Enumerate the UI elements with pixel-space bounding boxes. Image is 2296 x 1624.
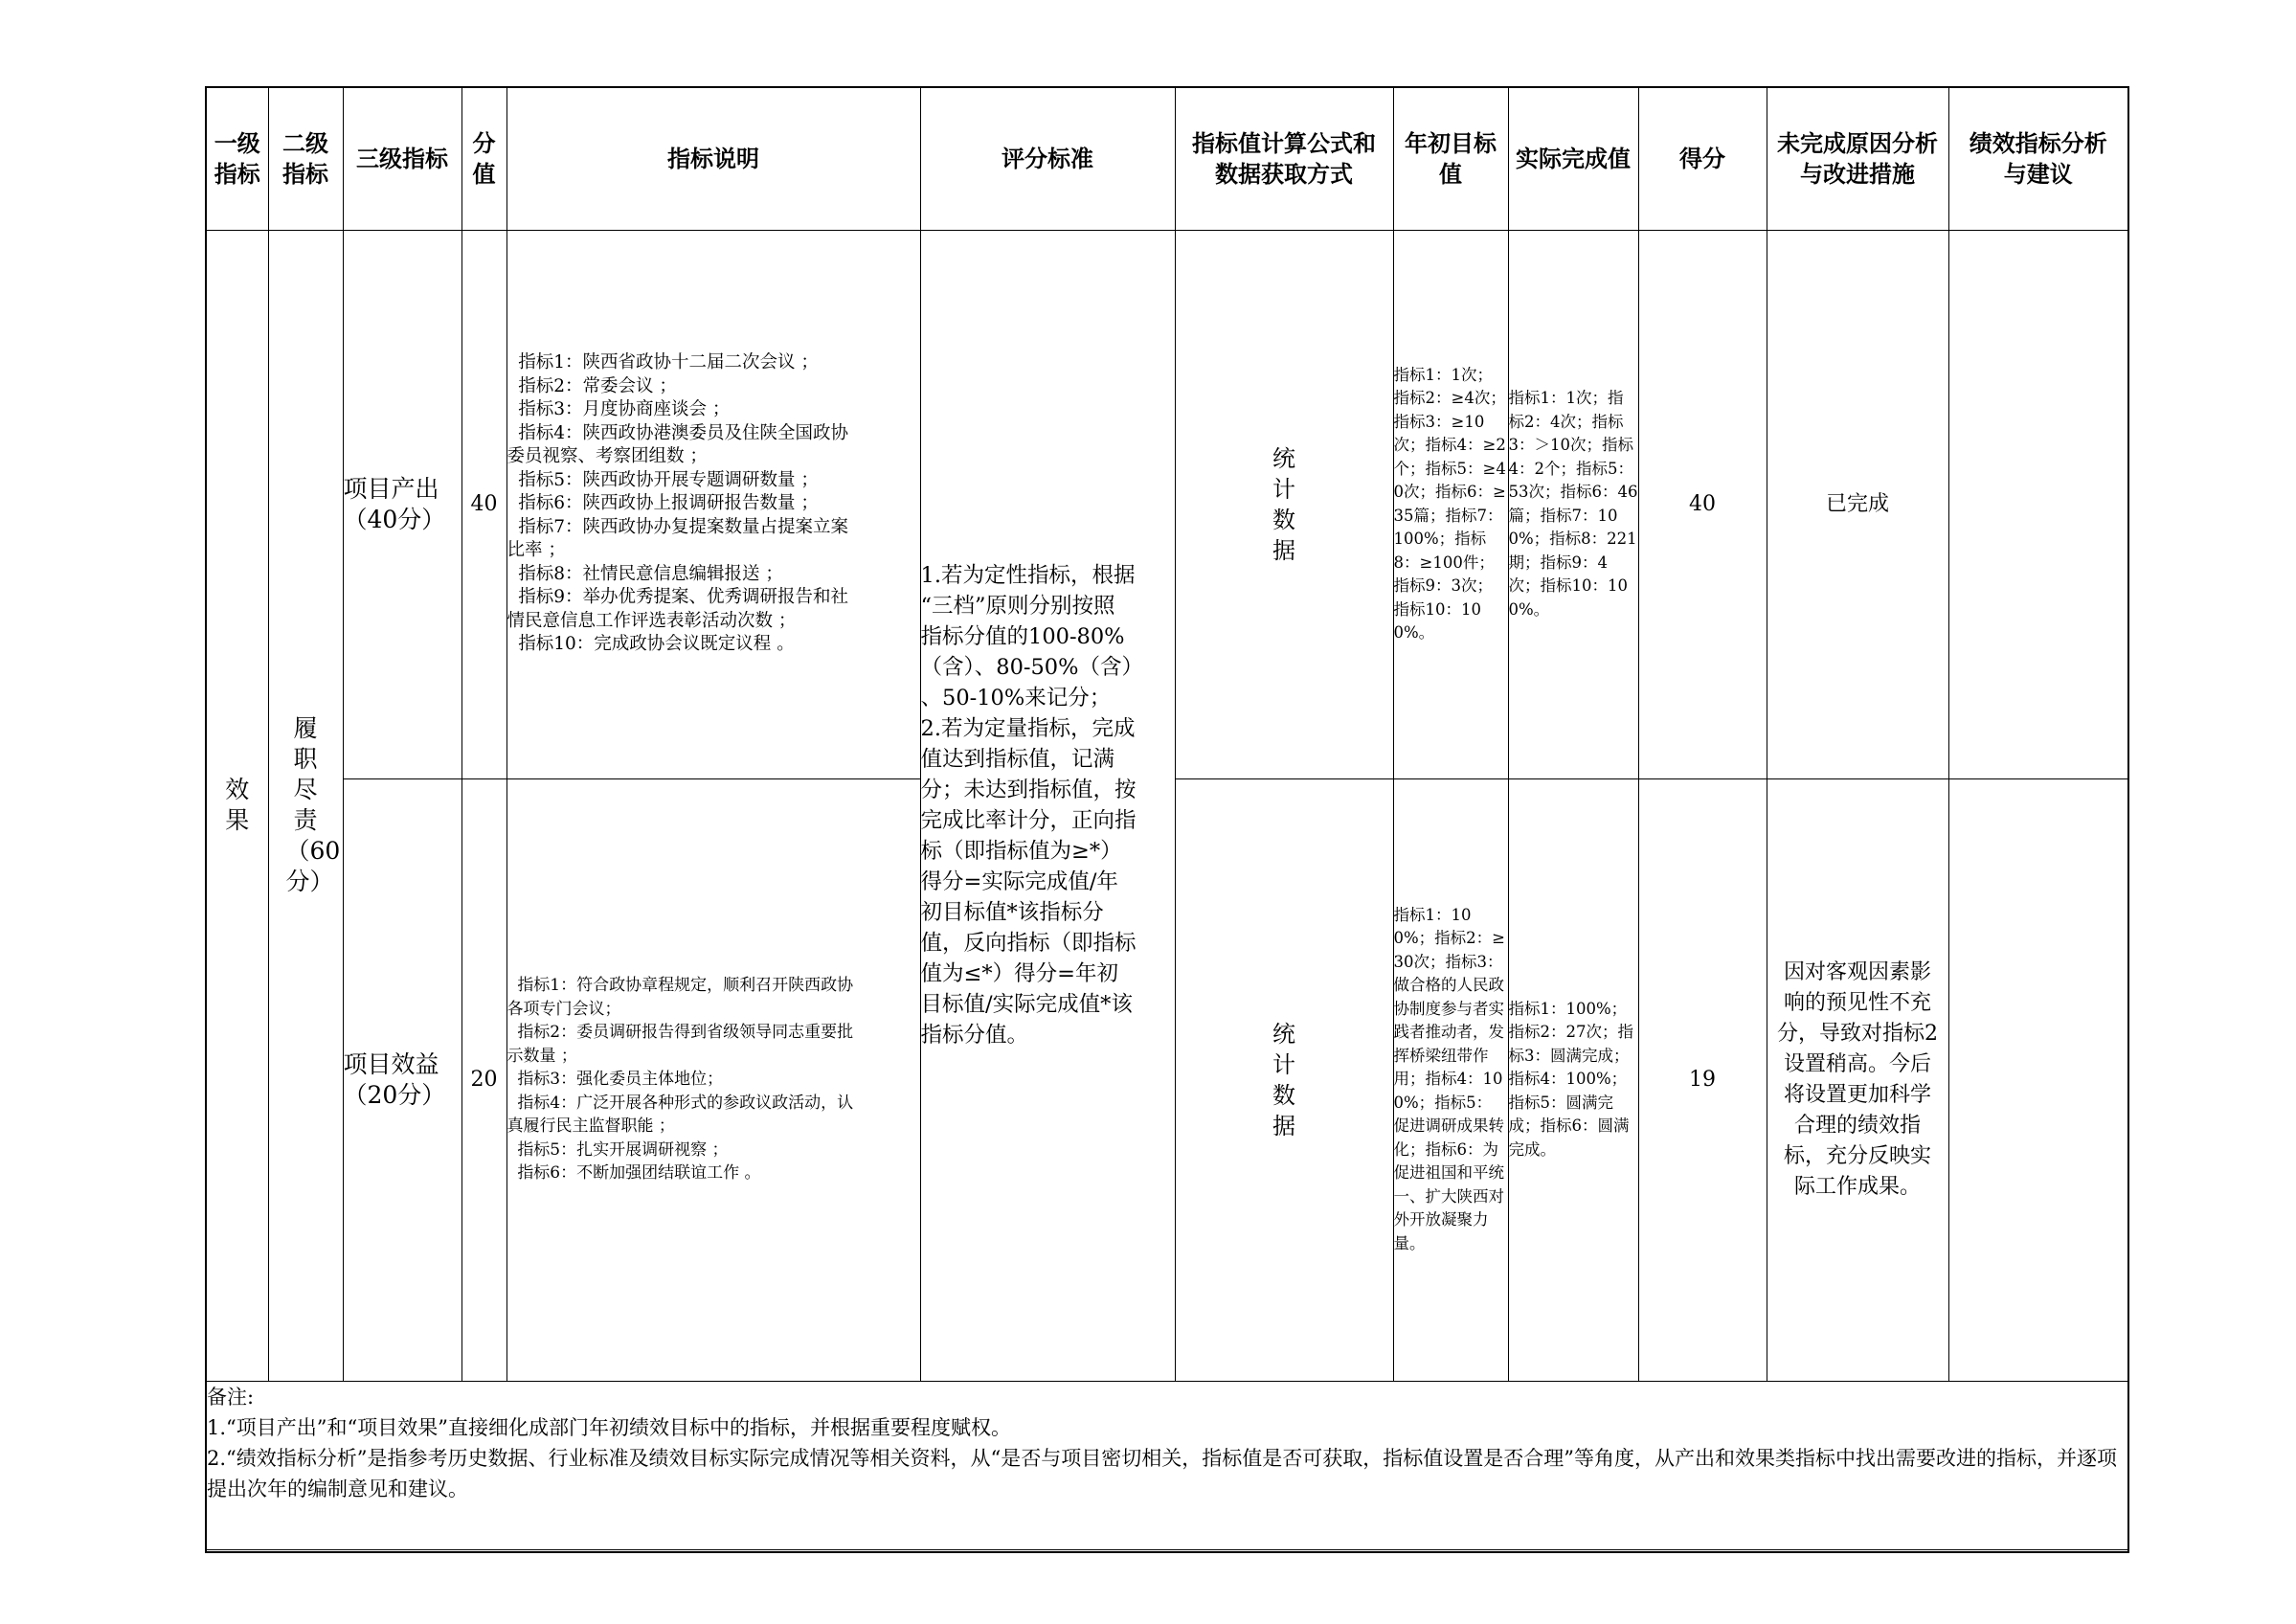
actual-benefit: 指标1：100%；指标2：27次；指标3：圆满完成；指标4：100%；指标5：圆满完成；指标6：圆满完成。 <box>1508 778 1638 1381</box>
header-level2: 二级指标 <box>268 88 343 230</box>
criteria-line: （含）、80-50%（含） <box>920 655 1143 680</box>
description-line: 指标6：陕西政协上报调研报告数量 ； <box>506 493 819 514</box>
description-line: 指标9：举办优秀提案、优秀调研报告和社 <box>506 587 849 608</box>
criteria-line: “三档”原则分别按照 <box>920 594 1115 619</box>
criteria-line: 初目标值*该指标分 <box>920 900 1104 925</box>
suggestion-benefit <box>1948 778 2127 1381</box>
header-row <box>207 88 2127 230</box>
header-score: 分值 <box>461 88 506 230</box>
criteria-line: 2.若为定量指标，完成 <box>920 716 1136 741</box>
notes-line-2: 2.“绩效指标分析”是指参考历史数据、行业标准及绩效目标实际完成情况等相关资料，从“是否与项目密切相关，指标值是否可获取，指标值设置是否合理”等角度，从产出和效果类指标中找出需要改进的指标，并逐项提出次年的编制意见和建议。 <box>207 1446 2117 1500</box>
description-line: 指标4：陕西政协港澳委员及住陕全国政协 <box>506 422 849 443</box>
criteria-line: 指标分值。 <box>920 1023 1029 1048</box>
level3-benefit: 项目效益（20分） <box>343 778 461 1381</box>
suggestion-output <box>1948 230 2127 778</box>
performance-table <box>207 88 2127 1550</box>
performance-sheet <box>205 86 2129 1553</box>
table-row <box>207 230 2127 778</box>
description-line: 指标1：陕西省政协十二届二次会议 ； <box>506 352 819 373</box>
header-formula: 指标值计算公式和数据获取方式 <box>1175 88 1393 230</box>
header-suggestion: 绩效指标分析与建议 <box>1948 88 2127 230</box>
criteria-line: 、50-10%来记分； <box>920 686 1112 710</box>
criteria-line: 值，反向指标（即指标 <box>920 931 1137 956</box>
reason-benefit: 因对客观因素影响的预见性不充分，导致对指标2设置稍高。今后将设置更加科学合理的绩效指标，充分反映实际工作成果。 <box>1767 778 1948 1381</box>
description-line: 指标10：完成政协会议既定议程 。 <box>506 634 795 655</box>
criteria-line: 值为≤*）得分=年初 <box>920 961 1118 986</box>
notes-cell <box>207 1381 2127 1549</box>
notes-row <box>207 1381 2127 1549</box>
header-reason: 未完成原因分析与改进措施 <box>1767 88 1948 230</box>
level1-cell <box>207 230 268 1381</box>
header-points: 得分 <box>1638 88 1767 230</box>
criteria-line: 标（即指标值为≥*） <box>920 839 1122 864</box>
description-line: 指标3：月度协商座谈会 ； <box>506 399 731 420</box>
description-line: 各项专门会议； <box>506 999 621 1019</box>
criteria-line: 值达到指标值，记满 <box>920 747 1115 772</box>
notes-title: 备注: <box>207 1385 255 1409</box>
description-line: 指标5：扎实开展调研视察 ； <box>506 1139 729 1160</box>
level1-value: 效果 <box>225 776 250 834</box>
formula-value: 统计数据 <box>1272 1020 1295 1139</box>
score-output: 40 <box>461 230 506 778</box>
header-level1: 一级指标 <box>207 88 268 230</box>
description-line: 指标2：常委会议 ； <box>506 375 677 396</box>
criteria-line: 得分=实际完成值/年 <box>920 869 1118 894</box>
description-benefit <box>506 778 920 1381</box>
reason-output: 已完成 <box>1767 230 1948 778</box>
criteria-line: 指标分值的100-80% <box>920 624 1125 649</box>
description-line: 真履行民主监督职能 ； <box>506 1116 675 1137</box>
description-line: 指标4：广泛开展各种形式的参政议政活动，认 <box>506 1093 854 1113</box>
notes-line-1: 1.“项目产出”和“项目效果”直接细化成部门年初绩效目标中的指标，并根据重要程度赋权。 <box>207 1415 1011 1439</box>
criteria-cell <box>920 230 1175 1381</box>
target-benefit: 指标1：100%；指标2：≥30次；指标3：做合格的人民政协制度参与者实践者推动者，发挥桥梁纽带作用；指标4：100%；指标5：促进调研成果转化；指标6：为促进祖国和平统一、扩大陕西对外开放凝聚力量。 <box>1393 778 1508 1381</box>
criteria-line: 1.若为定性指标，根据 <box>920 563 1136 588</box>
description-line: 指标6：不断加强团结联谊工作 。 <box>506 1163 761 1184</box>
criteria-line: 分；未达到指标值，按 <box>920 778 1137 802</box>
header-criteria: 评分标准 <box>920 88 1175 230</box>
points-output: 40 <box>1638 230 1767 778</box>
header-level3: 三级指标 <box>343 88 461 230</box>
description-line: 指标5：陕西政协开展专题调研数量 ； <box>506 469 819 490</box>
description-line: 情民意信息工作评选表彰活动次数 ； <box>506 610 797 631</box>
level2-value: 履职尽责（60分） <box>285 714 341 895</box>
level2-cell <box>268 230 343 1381</box>
header-target: 年初目标值 <box>1393 88 1508 230</box>
formula-output <box>1175 230 1393 778</box>
formula-value: 统计数据 <box>1272 444 1295 564</box>
header-actual: 实际完成值 <box>1508 88 1638 230</box>
description-line: 指标2：委员调研报告得到省级领导同志重要批 <box>506 1023 854 1043</box>
description-line: 示数量 ； <box>506 1046 577 1066</box>
description-line: 委员视察、考察团组数 ； <box>506 446 708 467</box>
score-benefit: 20 <box>461 778 506 1381</box>
formula-benefit <box>1175 778 1393 1381</box>
description-line: 指标3：强化委员主体地位； <box>506 1070 724 1090</box>
actual-output: 指标1：1次；指标2：4次；指标3：＞10次；指标4：2个；指标5：53次；指标6：46篇；指标7：100%；指标8：221期；指标9：4次；指标10：100%。 <box>1508 230 1638 778</box>
description-output <box>506 230 920 778</box>
description-line: 比率 ； <box>506 540 566 561</box>
header-description: 指标说明 <box>506 88 920 230</box>
description-line: 指标8：社情民意信息编辑报送 ； <box>506 563 783 584</box>
criteria-line: 完成比率计分，正向指 <box>920 808 1137 833</box>
level3-output: 项目产出（40分） <box>343 230 461 778</box>
criteria-line: 目标值/实际完成值*该 <box>920 992 1133 1017</box>
points-benefit: 19 <box>1638 778 1767 1381</box>
target-output: 指标1：1次；指标2：≥4次；指标3：≥10次；指标4：≥2个；指标5：≥40次；指标6：≥35篇；指标7：100%；指标8：≥100件；指标9：3次；指标10：100%。 <box>1393 230 1508 778</box>
description-line: 指标7：陕西政协办复提案数量占提案立案 <box>506 516 849 537</box>
description-line: 指标1：符合政协章程规定，顺利召开陕西政协 <box>506 976 854 996</box>
